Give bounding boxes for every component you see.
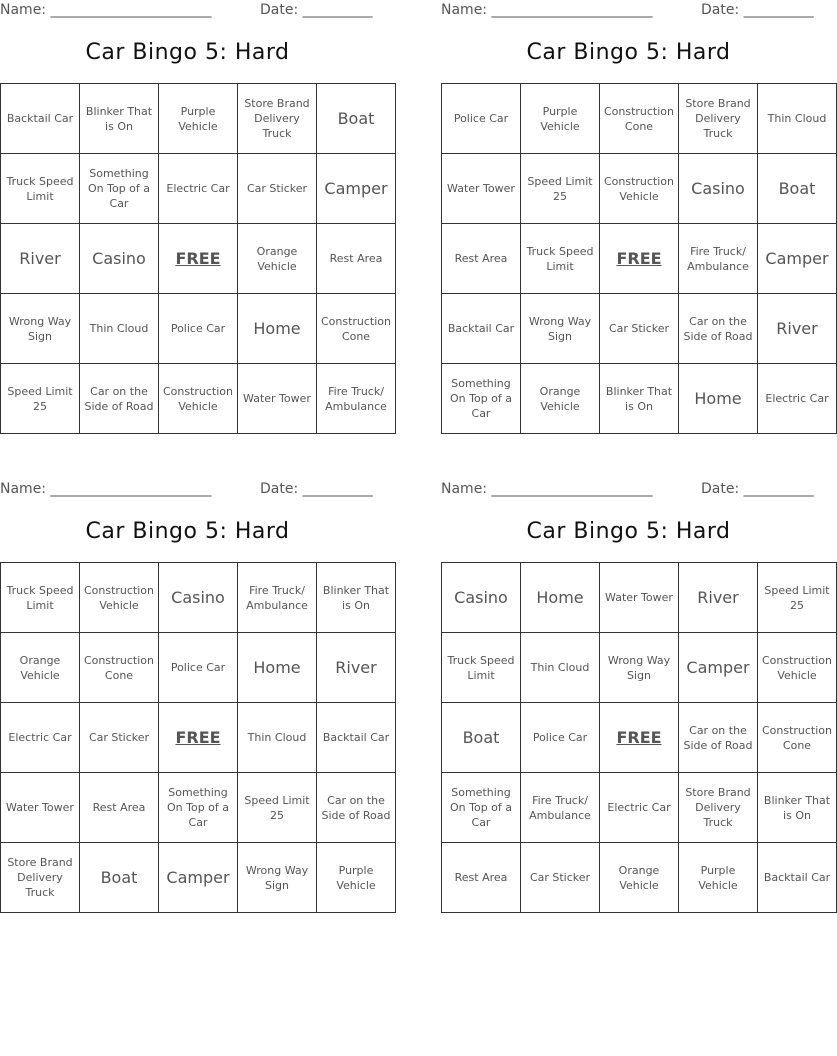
- bingo-cell: Rest Area: [442, 224, 521, 294]
- bingo-cell: Something On Top of a Car: [159, 773, 238, 843]
- bingo-cell: Camper: [159, 843, 238, 913]
- bingo-row: [442, 563, 837, 633]
- name-field-label: Name: _______________________: [441, 2, 653, 18]
- bingo-cell: Construction Vehicle: [758, 633, 837, 703]
- bingo-cell: Boat: [80, 843, 159, 913]
- card-title: Car Bingo 5: Hard: [85, 40, 290, 65]
- bingo-row: [1, 843, 396, 913]
- name-date-row: [441, 481, 816, 499]
- bingo-cell: Boat: [758, 154, 837, 224]
- name-date-row: [441, 2, 816, 20]
- bingo-cell: Wrong Way Sign: [521, 294, 600, 364]
- bingo-cell: Thin Cloud: [758, 84, 837, 154]
- bingo-cell: Car Sticker: [600, 294, 679, 364]
- bingo-cell: Car Sticker: [238, 154, 317, 224]
- bingo-row: [442, 154, 837, 224]
- bingo-cell: Purple Vehicle: [679, 843, 758, 913]
- date-field-label: Date: __________: [260, 481, 373, 497]
- bingo-cell: River: [679, 563, 758, 633]
- bingo-cell: Home: [238, 294, 317, 364]
- free-space-cell: FREE: [600, 224, 679, 294]
- bingo-cell: Home: [679, 364, 758, 434]
- date-field-label: Date: __________: [701, 2, 814, 18]
- bingo-cell: Fire Truck/ Ambulance: [238, 563, 317, 633]
- bingo-cell: River: [758, 294, 837, 364]
- bingo-cell: Orange Vehicle: [600, 843, 679, 913]
- bingo-cell: Blinker That is On: [317, 563, 396, 633]
- bingo-cell: Electric Car: [159, 154, 238, 224]
- bingo-cell: Orange Vehicle: [238, 224, 317, 294]
- bingo-cell: Truck Speed Limit: [442, 633, 521, 703]
- free-space-cell: FREE: [600, 703, 679, 773]
- bingo-cell: Backtail Car: [1, 84, 80, 154]
- name-date-row: [0, 2, 375, 20]
- bingo-cell: Car on the Side of Road: [317, 773, 396, 843]
- bingo-cell: Car Sticker: [521, 843, 600, 913]
- bingo-cell: Police Car: [159, 633, 238, 703]
- bingo-cell: Store Brand Delivery Truck: [238, 84, 317, 154]
- bingo-cell: Purple Vehicle: [521, 84, 600, 154]
- bingo-cell: Truck Speed Limit: [1, 154, 80, 224]
- bingo-cell: Water Tower: [1, 773, 80, 843]
- bingo-cell: Store Brand Delivery Truck: [1, 843, 80, 913]
- bingo-row: [1, 224, 396, 294]
- bingo-row: [1, 773, 396, 843]
- bingo-card-3: [0, 479, 391, 919]
- bingo-cell: Backtail Car: [758, 843, 837, 913]
- bingo-cell: Camper: [317, 154, 396, 224]
- name-field-label: Name: _______________________: [0, 481, 212, 497]
- bingo-row: [442, 84, 837, 154]
- free-space-cell: FREE: [159, 703, 238, 773]
- bingo-row: [1, 154, 396, 224]
- bingo-cell: Water Tower: [600, 563, 679, 633]
- bingo-cell: Purple Vehicle: [317, 843, 396, 913]
- card-title: Car Bingo 5: Hard: [85, 519, 290, 544]
- bingo-row: [442, 294, 837, 364]
- bingo-cell: Boat: [317, 84, 396, 154]
- card-title: Car Bingo 5: Hard: [526, 40, 731, 65]
- bingo-card-2: [441, 0, 829, 440]
- bingo-cell: Something On Top of a Car: [442, 364, 521, 434]
- bingo-card-4: [441, 479, 833, 919]
- bingo-cell: Car on the Side of Road: [80, 364, 159, 434]
- bingo-cell: River: [317, 633, 396, 703]
- bingo-cell: Electric Car: [600, 773, 679, 843]
- bingo-row: [442, 773, 837, 843]
- date-field-label: Date: __________: [701, 481, 814, 497]
- bingo-grid: [441, 562, 837, 913]
- bingo-cell: Blinker That is On: [600, 364, 679, 434]
- bingo-cell: Boat: [442, 703, 521, 773]
- bingo-cell: Home: [521, 563, 600, 633]
- bingo-cell: Thin Cloud: [80, 294, 159, 364]
- free-space-cell: FREE: [159, 224, 238, 294]
- bingo-cell: Thin Cloud: [238, 703, 317, 773]
- bingo-cell: Construction Vehicle: [600, 154, 679, 224]
- bingo-cell: Police Car: [442, 84, 521, 154]
- bingo-cell: Police Car: [159, 294, 238, 364]
- bingo-cell: Wrong Way Sign: [1, 294, 80, 364]
- bingo-cell: Electric Car: [1, 703, 80, 773]
- bingo-cell: Camper: [758, 224, 837, 294]
- bingo-cell: Camper: [679, 633, 758, 703]
- bingo-row: [1, 703, 396, 773]
- bingo-cell: Truck Speed Limit: [1, 563, 80, 633]
- bingo-cell: Rest Area: [80, 773, 159, 843]
- bingo-cell: Casino: [80, 224, 159, 294]
- bingo-cell: Police Car: [521, 703, 600, 773]
- bingo-cell: Orange Vehicle: [521, 364, 600, 434]
- bingo-cell: Car Sticker: [80, 703, 159, 773]
- bingo-row: [1, 563, 396, 633]
- bingo-cell: Fire Truck/ Ambulance: [317, 364, 396, 434]
- bingo-cell: Something On Top of a Car: [442, 773, 521, 843]
- bingo-cell: Wrong Way Sign: [238, 843, 317, 913]
- bingo-cell: Fire Truck/ Ambulance: [679, 224, 758, 294]
- bingo-cell: Water Tower: [238, 364, 317, 434]
- bingo-cell: Fire Truck/ Ambulance: [521, 773, 600, 843]
- bingo-cell: Casino: [159, 563, 238, 633]
- name-field-label: Name: _______________________: [0, 2, 212, 18]
- name-date-row: [0, 481, 375, 499]
- bingo-row: [1, 633, 396, 703]
- bingo-cell: Wrong Way Sign: [600, 633, 679, 703]
- bingo-cell: Rest Area: [442, 843, 521, 913]
- bingo-row: [442, 224, 837, 294]
- date-field-label: Date: __________: [260, 2, 373, 18]
- bingo-cell: Backtail Car: [442, 294, 521, 364]
- bingo-cell: Construction Cone: [80, 633, 159, 703]
- bingo-cell: Casino: [679, 154, 758, 224]
- bingo-row: [442, 703, 837, 773]
- bingo-cell: Store Brand Delivery Truck: [679, 773, 758, 843]
- bingo-cell: Car on the Side of Road: [679, 294, 758, 364]
- bingo-row: [442, 364, 837, 434]
- bingo-cell: Water Tower: [442, 154, 521, 224]
- bingo-cell: Thin Cloud: [521, 633, 600, 703]
- bingo-cell: Construction Cone: [600, 84, 679, 154]
- bingo-cell: Something On Top of a Car: [80, 154, 159, 224]
- bingo-cell: Speed Limit 25: [1, 364, 80, 434]
- bingo-cell: Truck Speed Limit: [521, 224, 600, 294]
- bingo-row: [442, 843, 837, 913]
- bingo-cell: Casino: [442, 563, 521, 633]
- bingo-cell: Speed Limit 25: [758, 563, 837, 633]
- card-title: Car Bingo 5: Hard: [526, 519, 731, 544]
- bingo-cell: Construction Cone: [758, 703, 837, 773]
- bingo-cell: Store Brand Delivery Truck: [679, 84, 758, 154]
- bingo-cell: Construction Cone: [317, 294, 396, 364]
- bingo-cell: Speed Limit 25: [521, 154, 600, 224]
- name-field-label: Name: _______________________: [441, 481, 653, 497]
- bingo-cell: Speed Limit 25: [238, 773, 317, 843]
- bingo-cell: Home: [238, 633, 317, 703]
- bingo-cell: River: [1, 224, 80, 294]
- bingo-grid: [0, 83, 396, 434]
- bingo-row: [1, 364, 396, 434]
- bingo-cell: Blinker That is On: [80, 84, 159, 154]
- bingo-grid: [441, 83, 837, 434]
- bingo-cell: Purple Vehicle: [159, 84, 238, 154]
- bingo-cell: Car on the Side of Road: [679, 703, 758, 773]
- bingo-cell: Construction Vehicle: [80, 563, 159, 633]
- bingo-cell: Electric Car: [758, 364, 837, 434]
- bingo-grid: [0, 562, 396, 913]
- bingo-cell: Blinker That is On: [758, 773, 837, 843]
- bingo-row: [1, 84, 396, 154]
- bingo-cell: Construction Vehicle: [159, 364, 238, 434]
- bingo-card-1: [0, 0, 392, 440]
- bingo-row: [442, 633, 837, 703]
- bingo-cell: Rest Area: [317, 224, 396, 294]
- bingo-cell: Orange Vehicle: [1, 633, 80, 703]
- bingo-row: [1, 294, 396, 364]
- bingo-cell: Backtail Car: [317, 703, 396, 773]
